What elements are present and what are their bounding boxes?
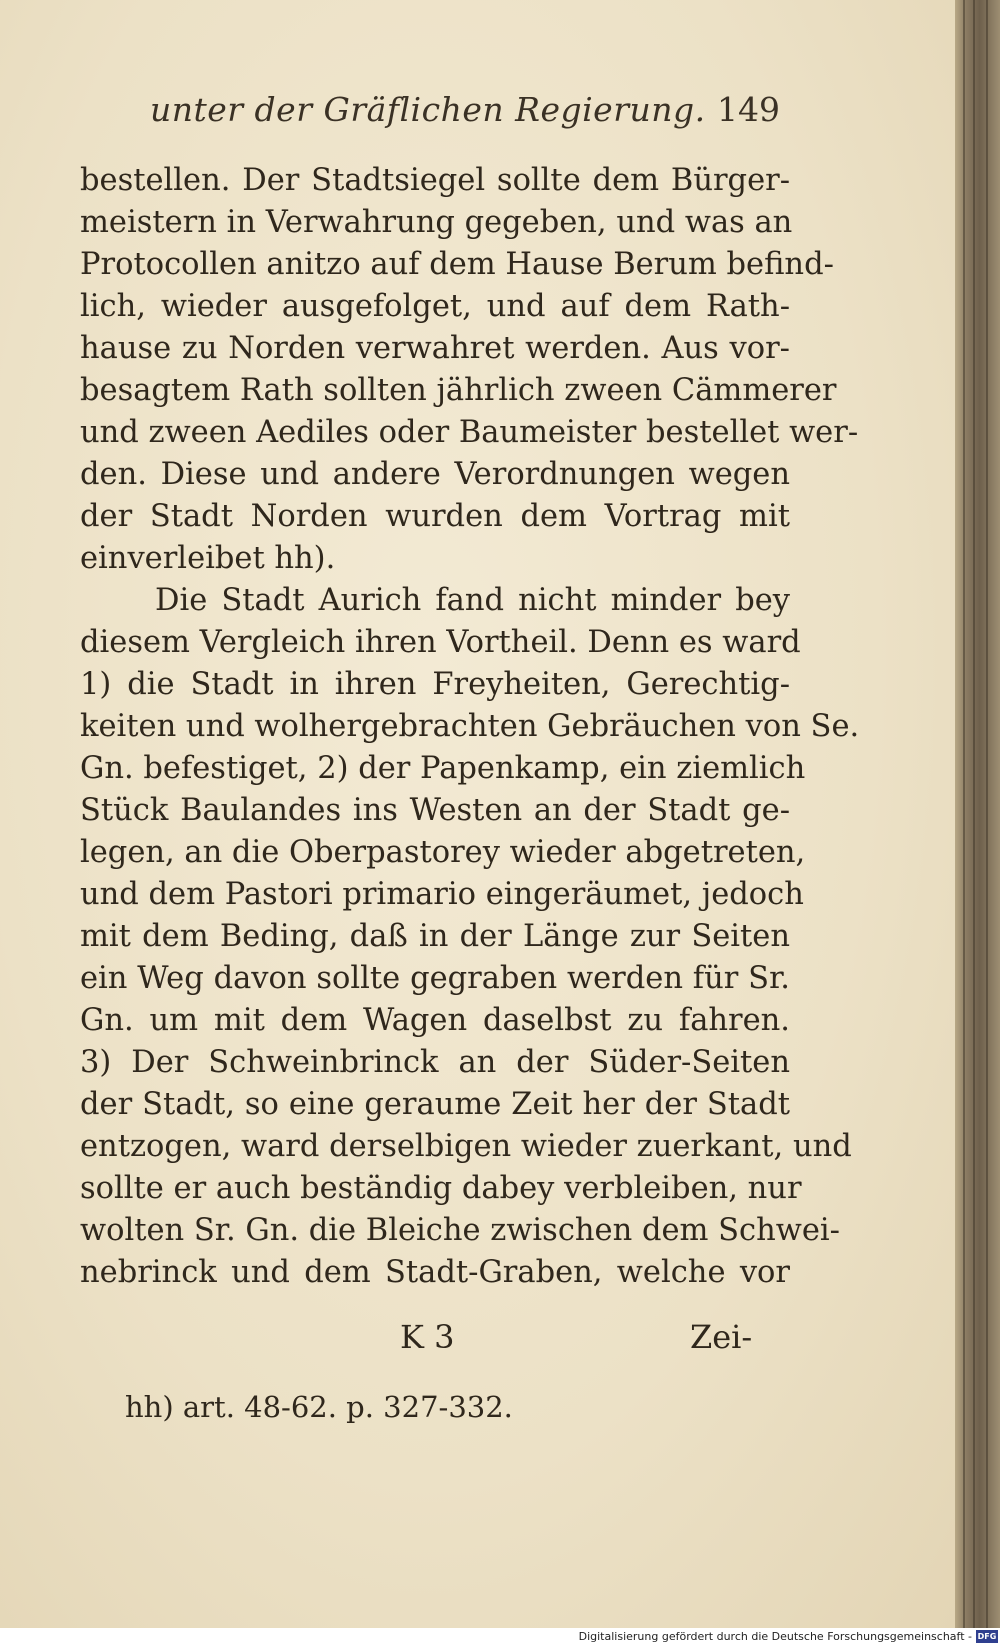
funding-credit: Digitalisierung gefördert durch die Deutsche Forschungsgemeinschaft -: [578, 1630, 972, 1643]
text-line: der Stadt Norden wurden dem Vortrag mit: [80, 499, 790, 534]
text-line: und dem Pastori primario eingeräumet, jedoch: [80, 877, 804, 912]
footnote: hh) art. 48-62. p. 327-332.: [125, 1390, 513, 1424]
text-line: entzogen, ward derselbigen wieder zuerkant, und: [80, 1129, 852, 1164]
text-line: wolten Sr. Gn. die Bleiche zwischen dem Schwei-: [80, 1213, 840, 1248]
text-line: sollte er auch beständig dabey verbleiben, nur: [80, 1171, 802, 1206]
text-line: hause zu Norden verwahret werden. Aus vor-: [80, 331, 790, 366]
text-line: 1) die Stadt in ihren Freyheiten, Gerechtig-: [80, 667, 790, 702]
text-line: einverleibet hh).: [80, 541, 336, 576]
text-line: Stück Baulandes ins Westen an der Stadt ge-: [80, 793, 790, 828]
text-line: nebrinck und dem Stadt-Graben, welche vor: [80, 1255, 790, 1290]
running-head: unter der Gräflichen Regierung.: [150, 90, 706, 129]
text-line: legen, an die Oberpastorey wieder abgetreten,: [80, 835, 806, 870]
page-header: [150, 90, 780, 140]
body-text: [80, 160, 860, 1294]
dfg-logo: DFG: [977, 1632, 997, 1641]
text-line: mit dem Beding, daß in der Länge zur Seiten: [80, 919, 790, 954]
text-line: keiten und wolhergebrachten Gebräuchen von Se.: [80, 709, 860, 744]
text-line: diesem Vergleich ihren Vortheil. Denn es ward: [80, 625, 801, 660]
text-line: 3) Der Schweinbrinck an der Süder-Seiten: [80, 1045, 790, 1080]
book-edge: [955, 0, 1000, 1628]
text-line: Protocollen anitzo auf dem Hause Berum befind-: [80, 247, 834, 282]
catchword: Zei-: [690, 1318, 753, 1356]
text-line: Gn. befestiget, 2) der Papenkamp, ein ziemlich: [80, 751, 806, 786]
text-line: ein Weg davon sollte gegraben werden für Sr.: [80, 961, 790, 996]
signature-mark: K 3: [400, 1318, 455, 1356]
text-line: den. Diese und andere Verordnungen wegen: [80, 457, 790, 492]
page-number: 149: [717, 90, 780, 129]
text-line: und zween Aediles oder Baumeister bestellet wer-: [80, 415, 859, 450]
text-line: lich, wieder ausgefolget, und auf dem Rath-: [80, 289, 790, 324]
text-line: Die Stadt Aurich fand nicht minder bey: [155, 583, 790, 618]
text-line: meistern in Verwahrung gegeben, und was an: [80, 205, 793, 240]
text-line: bestellen. Der Stadtsiegel sollte dem Bürger-: [80, 163, 790, 198]
text-line: der Stadt, so eine geraume Zeit her der Stadt: [80, 1087, 790, 1122]
text-line: Gn. um mit dem Wagen daselbst zu fahren.: [80, 1003, 790, 1038]
text-line: besagtem Rath sollten jährlich zween Cämmerer: [80, 373, 837, 408]
